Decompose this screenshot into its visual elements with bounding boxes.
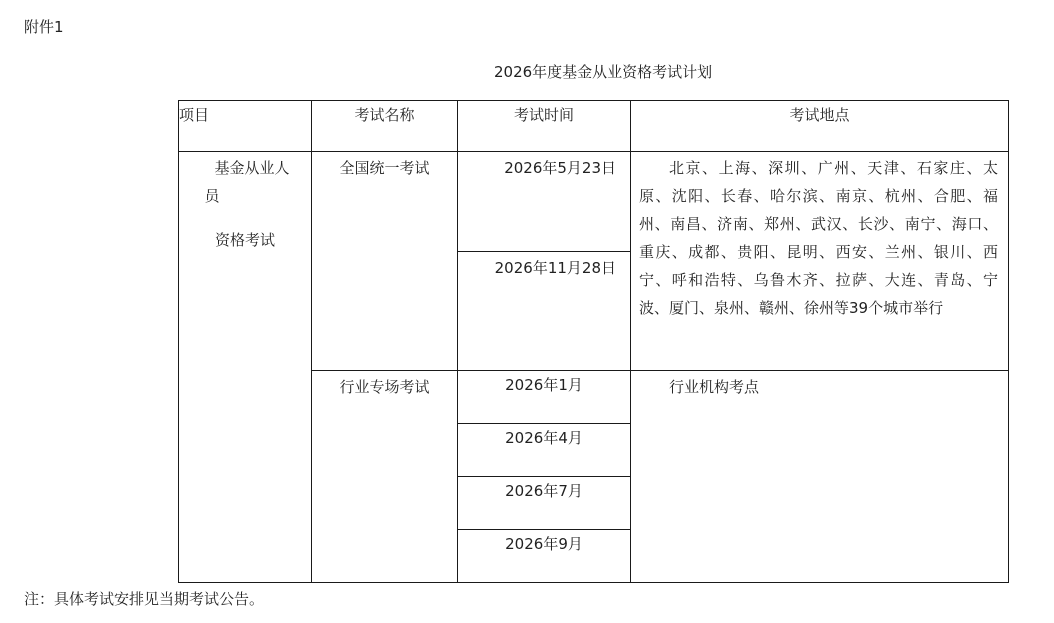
national-exam-location: 北京、上海、深圳、广州、天津、石家庄、太原、沈阳、长春、哈尔滨、南京、杭州、合肥、福州、南昌、济南、郑州、武汉、长沙、南宁、海口、重庆、成都、贵阳、昆明、西安、兰州、银川、西宁、呼和浩特、乌鲁木齐、拉萨、大连、青岛、宁波、厦门、泉州、赣州、徐州等39个城市举行 [631,152,1009,371]
footnote: 注：具体考试安排见当期考试公告。 [24,590,265,608]
attachment-label: 附件1 [24,18,64,36]
table-row [179,152,1009,252]
header-item: 项目 [179,101,312,152]
industry-exam-date-3: 2026年7月 [458,477,631,530]
item-line-3: 资格考试 [214,231,275,249]
national-exam-name: 全国统一考试 [312,152,458,371]
national-exam-date-1: 2026年5月23日 [458,152,631,252]
industry-exam-location: 行业机构考点 [631,371,1009,583]
industry-exam-date-1: 2026年1月 [458,371,631,424]
item-line-1: 基金从业人 [214,159,290,177]
header-exam-location: 考试地点 [631,101,1009,152]
document-title: 2026年度基金从业资格考试计划 [494,63,713,81]
industry-exam-date-4: 2026年9月 [458,530,631,583]
item-cell [179,152,312,583]
item-line-2: 员 [204,187,220,205]
exam-plan-table [178,100,1009,583]
industry-exam-date-2: 2026年4月 [458,424,631,477]
industry-exam-name: 行业专场考试 [312,371,458,583]
header-exam-name: 考试名称 [312,101,458,152]
header-exam-time: 考试时间 [458,101,631,152]
national-exam-date-2: 2026年11月28日 [458,252,631,371]
table-header-row [179,101,1009,152]
